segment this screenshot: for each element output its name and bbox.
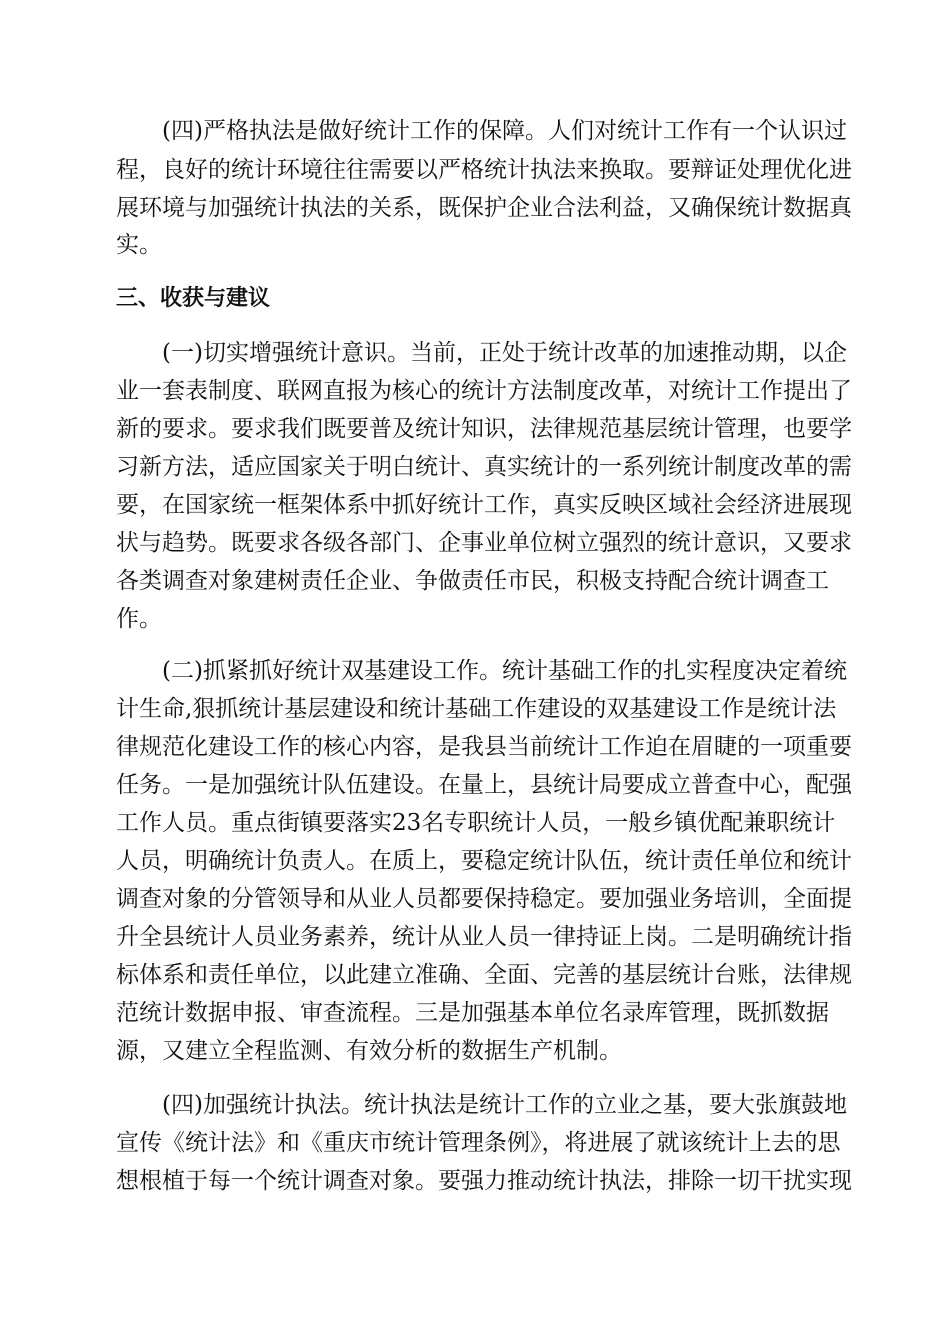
text-line: 人员，明确统计负责人。在质上，要稳定统计队伍，统计责任单位和统计 <box>116 848 852 874</box>
text-line: 宣传《统计法》和《重庆市统计管理条例》，将进展了就该统计上去的思 <box>116 1130 841 1156</box>
text-line: 要，在国家统一框架体系中抓好统计工作，真实反映区域社会经济进展现 <box>116 492 852 518</box>
text-line: (四)严格执法是做好统计工作的保障。人们对统计工作有一个认识过 <box>162 118 847 144</box>
text-line: 各类调查对象建树责任企业、争做责任市民，积极支持配合统计调查工 <box>116 568 829 594</box>
text-line: 状与趋势。既要求各级各部门、企事业单位树立强烈的统计意识，又要求 <box>116 530 852 556</box>
section-heading: 三、收获与建议 <box>116 286 271 311</box>
text-line: 调查对象的分管领导和从业人员都要保持稳定。要加强业务培训，全面提 <box>116 886 852 912</box>
text-line: 展环境与加强统计执法的关系，既保护企业合法利益，又确保统计数据真 <box>116 195 852 221</box>
text-line: 新的要求。要求我们既要普及统计知识，法律规范基层统计管理，也要学 <box>116 416 852 442</box>
text-line: 源，又建立全程监测、有效分析的数据生产机制。 <box>116 1038 622 1064</box>
text-line: (四)加强统计执法。统计执法是统计工作的立业之基，要大张旗鼓地 <box>162 1092 847 1118</box>
text-line: 程，良好的统计环境往往需要以严格统计执法来换取。要辩证处理优化进 <box>116 157 852 183</box>
text-line: 律规范化建设工作的核心内容，是我县当前统计工作迫在眉睫的一项重要 <box>116 734 852 760</box>
text-line: 标体系和责任单位，以此建立准确、全面、完善的基层统计台账，法律规 <box>116 962 852 988</box>
text-line: 想根植于每一个统计调查对象。要强力推动统计执法，排除一切干扰实现 <box>116 1168 852 1194</box>
text-line: 升全县统计人员业务素养，统计从业人员一律持证上岗。二是明确统计指 <box>116 924 852 950</box>
text-line: 实。 <box>116 232 162 258</box>
text-line: 任务。一是加强统计队伍建设。在量上，县统计局要成立普查中心，配强 <box>116 772 852 798</box>
text-line: 业一套表制度、联网直报为核心的统计方法制度改革，对统计工作提出了 <box>116 378 852 404</box>
text-line: 作。 <box>116 606 162 632</box>
text-line: (二)抓紧抓好统计双基建设工作。统计基础工作的扎实程度决定着统 <box>162 658 847 684</box>
text-line: 范统计数据申报、审查流程。三是加强基本单位名录库管理，既抓数据 <box>116 1000 829 1026</box>
text-line: (一)切实增强统计意识。当前，正处于统计改革的加速推动期，以企 <box>162 340 847 366</box>
text-line: 计生命,狠抓统计基层建设和统计基础工作建设的双基建设工作是统计法 <box>116 696 837 722</box>
text-line: 工作人员。重点街镇要落实23名专职统计人员，一般乡镇优配兼职统计 <box>116 810 836 836</box>
text-line: 习新方法，适应国家关于明白统计、真实统计的一系列统计制度改革的需 <box>116 454 852 480</box>
